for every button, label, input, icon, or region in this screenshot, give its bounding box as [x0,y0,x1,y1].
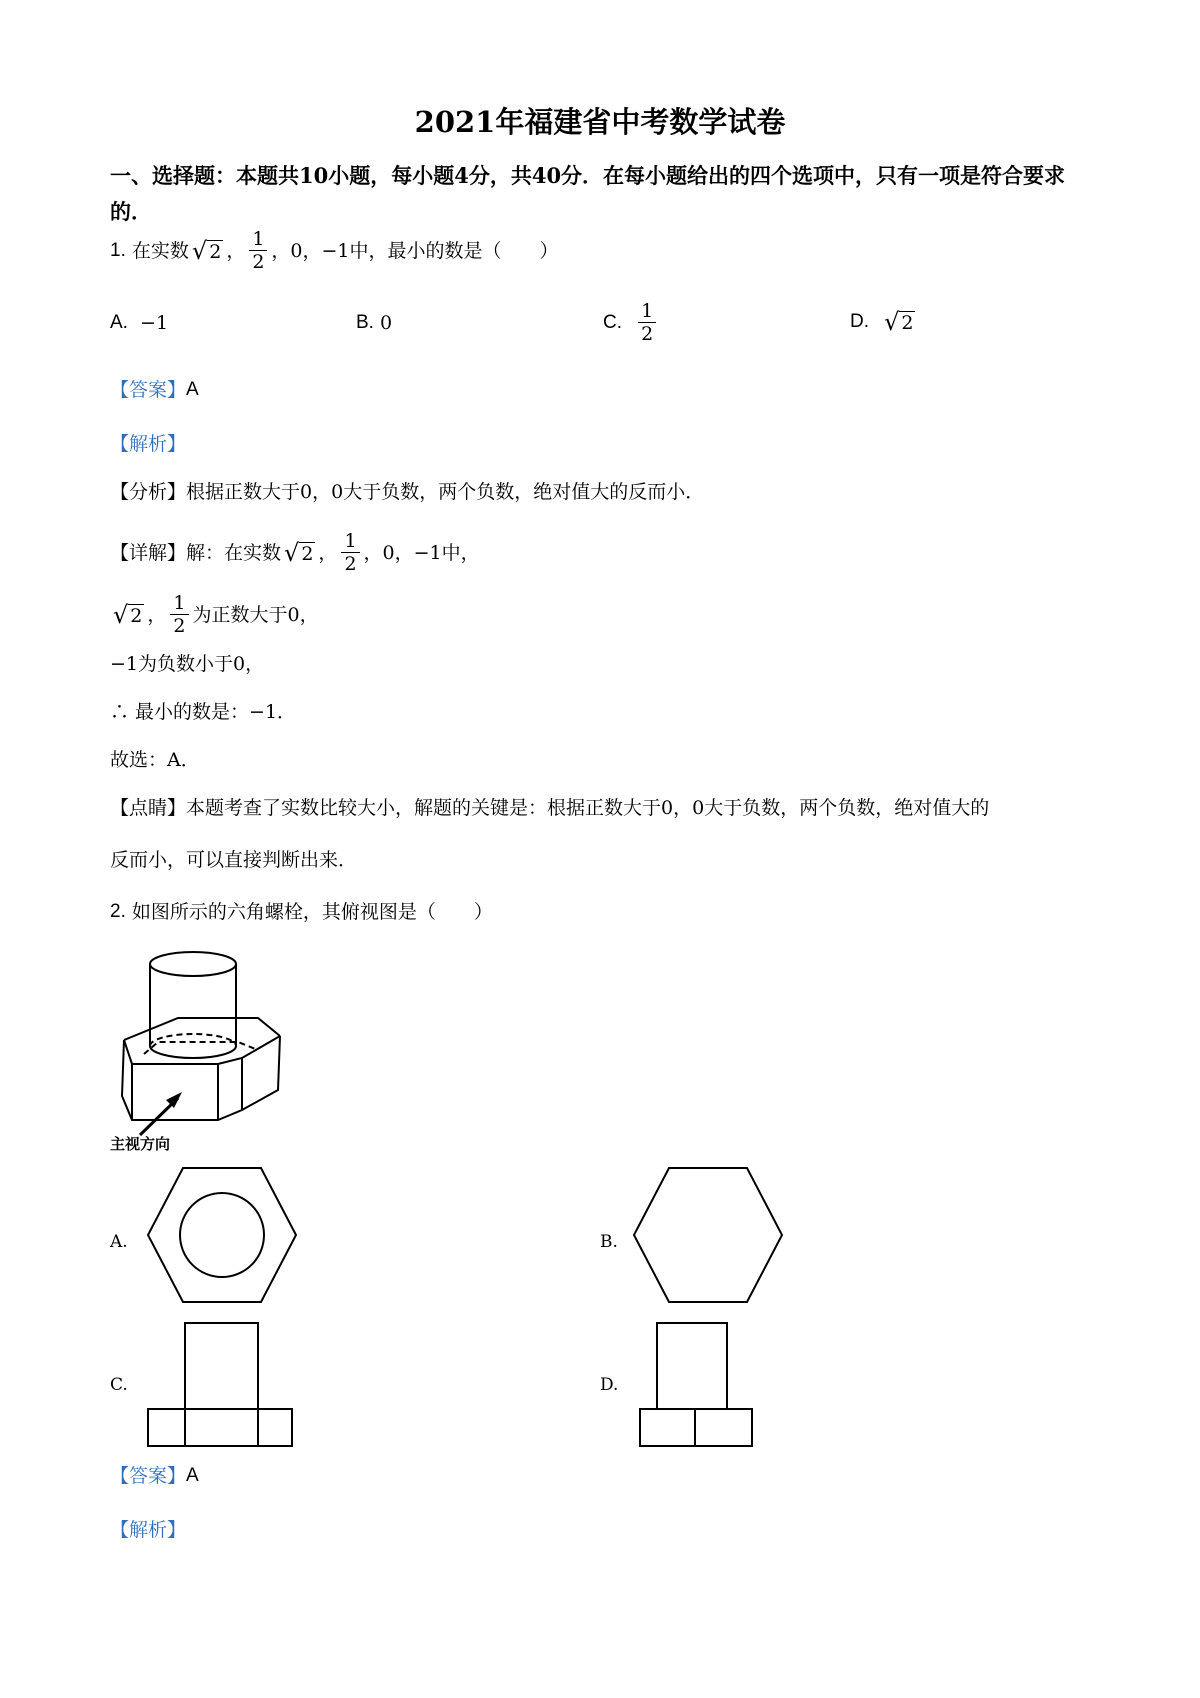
answer-line [110,376,199,404]
option-b-label[interactable]: B. [600,1232,618,1252]
fraction-one-half: $\frac{1}{2}$ [249,228,267,273]
option-b[interactable]: B. 0 [356,312,393,334]
option-b-figure[interactable] [630,1165,786,1305]
question-2-stem: 2. 如图所示的六角螺栓，其俯视图是（ ） [110,901,493,923]
dianjing-line-1: 【点睛】 本题考查了实数比较大小，解题的关键是：根据正数大于0，0大于负数，两个负数，绝对值大的 [110,797,990,819]
analysis-tag: 【解析】 [110,433,187,455]
sqrt-two: √ 2 [191,236,222,265]
option-c[interactable]: C. $\frac{1}{2}$ [603,300,660,345]
section-header: 一、选择题：本题共10小题，每小题4分，共40分．在每小题给出的四个选项中，只有一项是符合要求的． [110,163,1066,224]
option-a[interactable]: A. −1 [110,312,169,334]
analysis-tag-line-2 [110,1516,186,1544]
fraction-one-half: $\frac{1}{2}$ [638,300,656,345]
answer-tag: 【答案】 [110,379,187,401]
hex-bolt-figure [108,950,288,1140]
fraction-one-half: $\frac{1}{2}$ [170,592,188,637]
option-d-figure[interactable] [637,1320,757,1450]
analysis-tag: 【解析】 [110,1519,187,1541]
xiangjie-line: 【详解】 解：在实数 √ 2 ， $\frac{1}{2}$ ，0，−1中， [110,530,480,575]
negative-line: −1为负数小于0， [110,653,265,675]
stem-text: 在实数 [131,239,189,262]
answer-tag: 【答案】 [110,1465,187,1487]
page-title: 2021年福建省中考数学试卷 [414,105,786,139]
option-c-figure[interactable] [145,1320,295,1450]
answer-value: A [186,379,199,400]
option-d[interactable]: D. √ 2 [850,308,914,336]
sqrt-two: √ 2 [884,308,914,336]
fraction-one-half: $\frac{1}{2}$ [341,530,359,575]
option-d-label[interactable]: D. [600,1375,619,1395]
dianjing-line-2: 反而小，可以直接判断出来． [110,849,358,871]
figure-caption: 主视方向 [110,1135,171,1153]
minimum-line: ∴ 最小的数是：−1． [110,701,297,723]
analysis-tag-line [110,430,186,458]
stem-text: ，0，−1中，最小的数是（ ） [271,239,559,262]
question-number: 1. [110,239,126,261]
question-1-stem: 1. 在实数 √ 2 ， $\frac{1}{2}$ ，0，−1中，最小的数是（ ） [110,228,559,273]
answer-value: A [186,1465,199,1486]
sqrt-two: √ 2 [113,600,143,629]
option-a-figure[interactable] [144,1165,300,1305]
sqrt-two: √ 2 [284,538,314,567]
fenxi-line: 【分析】 根据正数大于0，0大于负数，两个负数，绝对值大的反而小． [110,481,705,503]
answer-line-2 [110,1462,199,1490]
option-a-label[interactable]: A. [110,1232,128,1252]
positive-line: √ 2 ， $\frac{1}{2}$ 为正数大于0， [113,592,319,637]
choose-line: 故选：A． [110,749,200,771]
option-c-label[interactable]: C. [110,1375,128,1395]
